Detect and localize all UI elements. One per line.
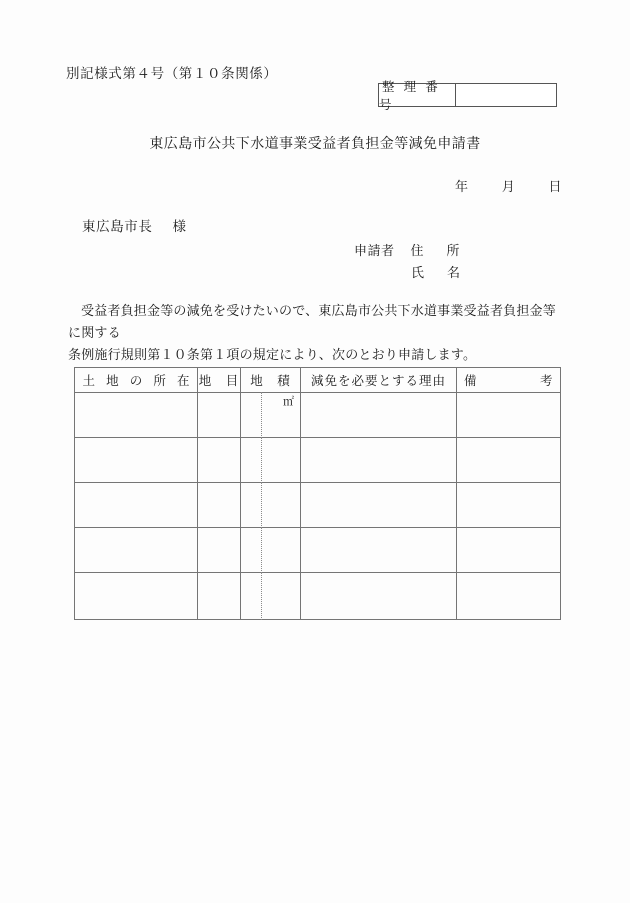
table-row	[75, 528, 561, 573]
area-dotted-guide	[261, 437, 262, 483]
cell-remarks[interactable]	[457, 438, 561, 483]
reference-number-box	[378, 80, 557, 112]
date-day-label: 日	[548, 179, 562, 194]
cell-area[interactable]	[241, 438, 301, 483]
cell-area[interactable]	[241, 573, 301, 620]
area-dotted-guide	[261, 527, 262, 573]
cell-location[interactable]	[75, 483, 198, 528]
cell-reason[interactable]	[301, 573, 457, 620]
land-details-table	[74, 367, 561, 620]
cell-reason[interactable]	[301, 393, 457, 438]
table-row	[75, 573, 561, 620]
cell-category[interactable]	[198, 528, 241, 573]
header-location	[75, 368, 198, 393]
cell-reason[interactable]	[301, 438, 457, 483]
cell-location[interactable]	[75, 528, 198, 573]
table-row	[75, 483, 561, 528]
header-category	[198, 368, 241, 393]
cell-location[interactable]	[75, 573, 198, 620]
cell-category[interactable]	[198, 438, 241, 483]
area-dotted-guide	[261, 482, 262, 528]
applicant-block	[354, 240, 465, 284]
reference-number-label: 整 理 番 号	[379, 84, 456, 106]
header-reason	[301, 368, 457, 393]
cell-category[interactable]	[198, 483, 241, 528]
form-number: 別記様式第４号（第１０条関係）	[66, 66, 278, 81]
cell-remarks[interactable]	[457, 528, 561, 573]
header-remarks-label	[457, 371, 560, 389]
cell-area[interactable]	[241, 393, 301, 438]
applicant-label: 申請者	[354, 243, 395, 258]
cell-location[interactable]	[75, 393, 198, 438]
header-remarks-right: 考	[539, 374, 553, 388]
cell-remarks[interactable]	[457, 483, 561, 528]
date-year-label: 年	[455, 179, 469, 194]
cell-remarks[interactable]	[457, 573, 561, 620]
cell-area[interactable]	[241, 528, 301, 573]
applicant-name-label: 氏 名	[411, 265, 466, 280]
cell-category[interactable]	[198, 393, 241, 438]
body-line-1: 受益者負担金等の減免を受けたいので、東広島市公共下水道事業受益者負担金等に関する	[68, 303, 556, 340]
date-line	[455, 176, 562, 195]
applicant-name-row	[354, 262, 465, 284]
header-remarks	[457, 368, 561, 393]
body-line-2: 条例施行規則第１０条第１項の規定により、次のとおり申請します。	[68, 347, 477, 362]
reference-number-field[interactable]	[456, 84, 556, 106]
header-category-label: 地 目	[198, 374, 240, 388]
header-reason-label: 減免を必要とする理由	[310, 374, 446, 388]
cell-remarks[interactable]	[457, 393, 561, 438]
cell-location[interactable]	[75, 438, 198, 483]
date-month-label: 月	[501, 179, 516, 194]
page-title: 東広島市公共下水道事業受益者負担金等減免申請書	[149, 137, 481, 152]
header-area	[241, 368, 301, 393]
table-row	[75, 393, 561, 438]
area-unit-label: ㎡	[283, 396, 294, 408]
table-header-row	[75, 368, 561, 393]
applicant-address-label: 住 所	[410, 243, 465, 258]
area-dotted-guide	[261, 572, 262, 620]
table-row	[75, 438, 561, 483]
area-dotted-guide	[261, 392, 262, 438]
addressee	[82, 215, 187, 235]
header-location-label: 土 地 の 所 在	[82, 374, 194, 388]
addressee-honorific: 様	[172, 219, 187, 234]
cell-reason[interactable]	[301, 528, 457, 573]
cell-category[interactable]	[198, 573, 241, 620]
cell-reason[interactable]	[301, 483, 457, 528]
header-remarks-left: 備	[464, 374, 478, 388]
applicant-address-row	[354, 240, 465, 262]
cell-area[interactable]	[241, 483, 301, 528]
addressee-name: 東広島市長	[82, 219, 153, 234]
header-area-label: 地 積	[250, 374, 291, 388]
body-paragraph	[68, 300, 568, 366]
